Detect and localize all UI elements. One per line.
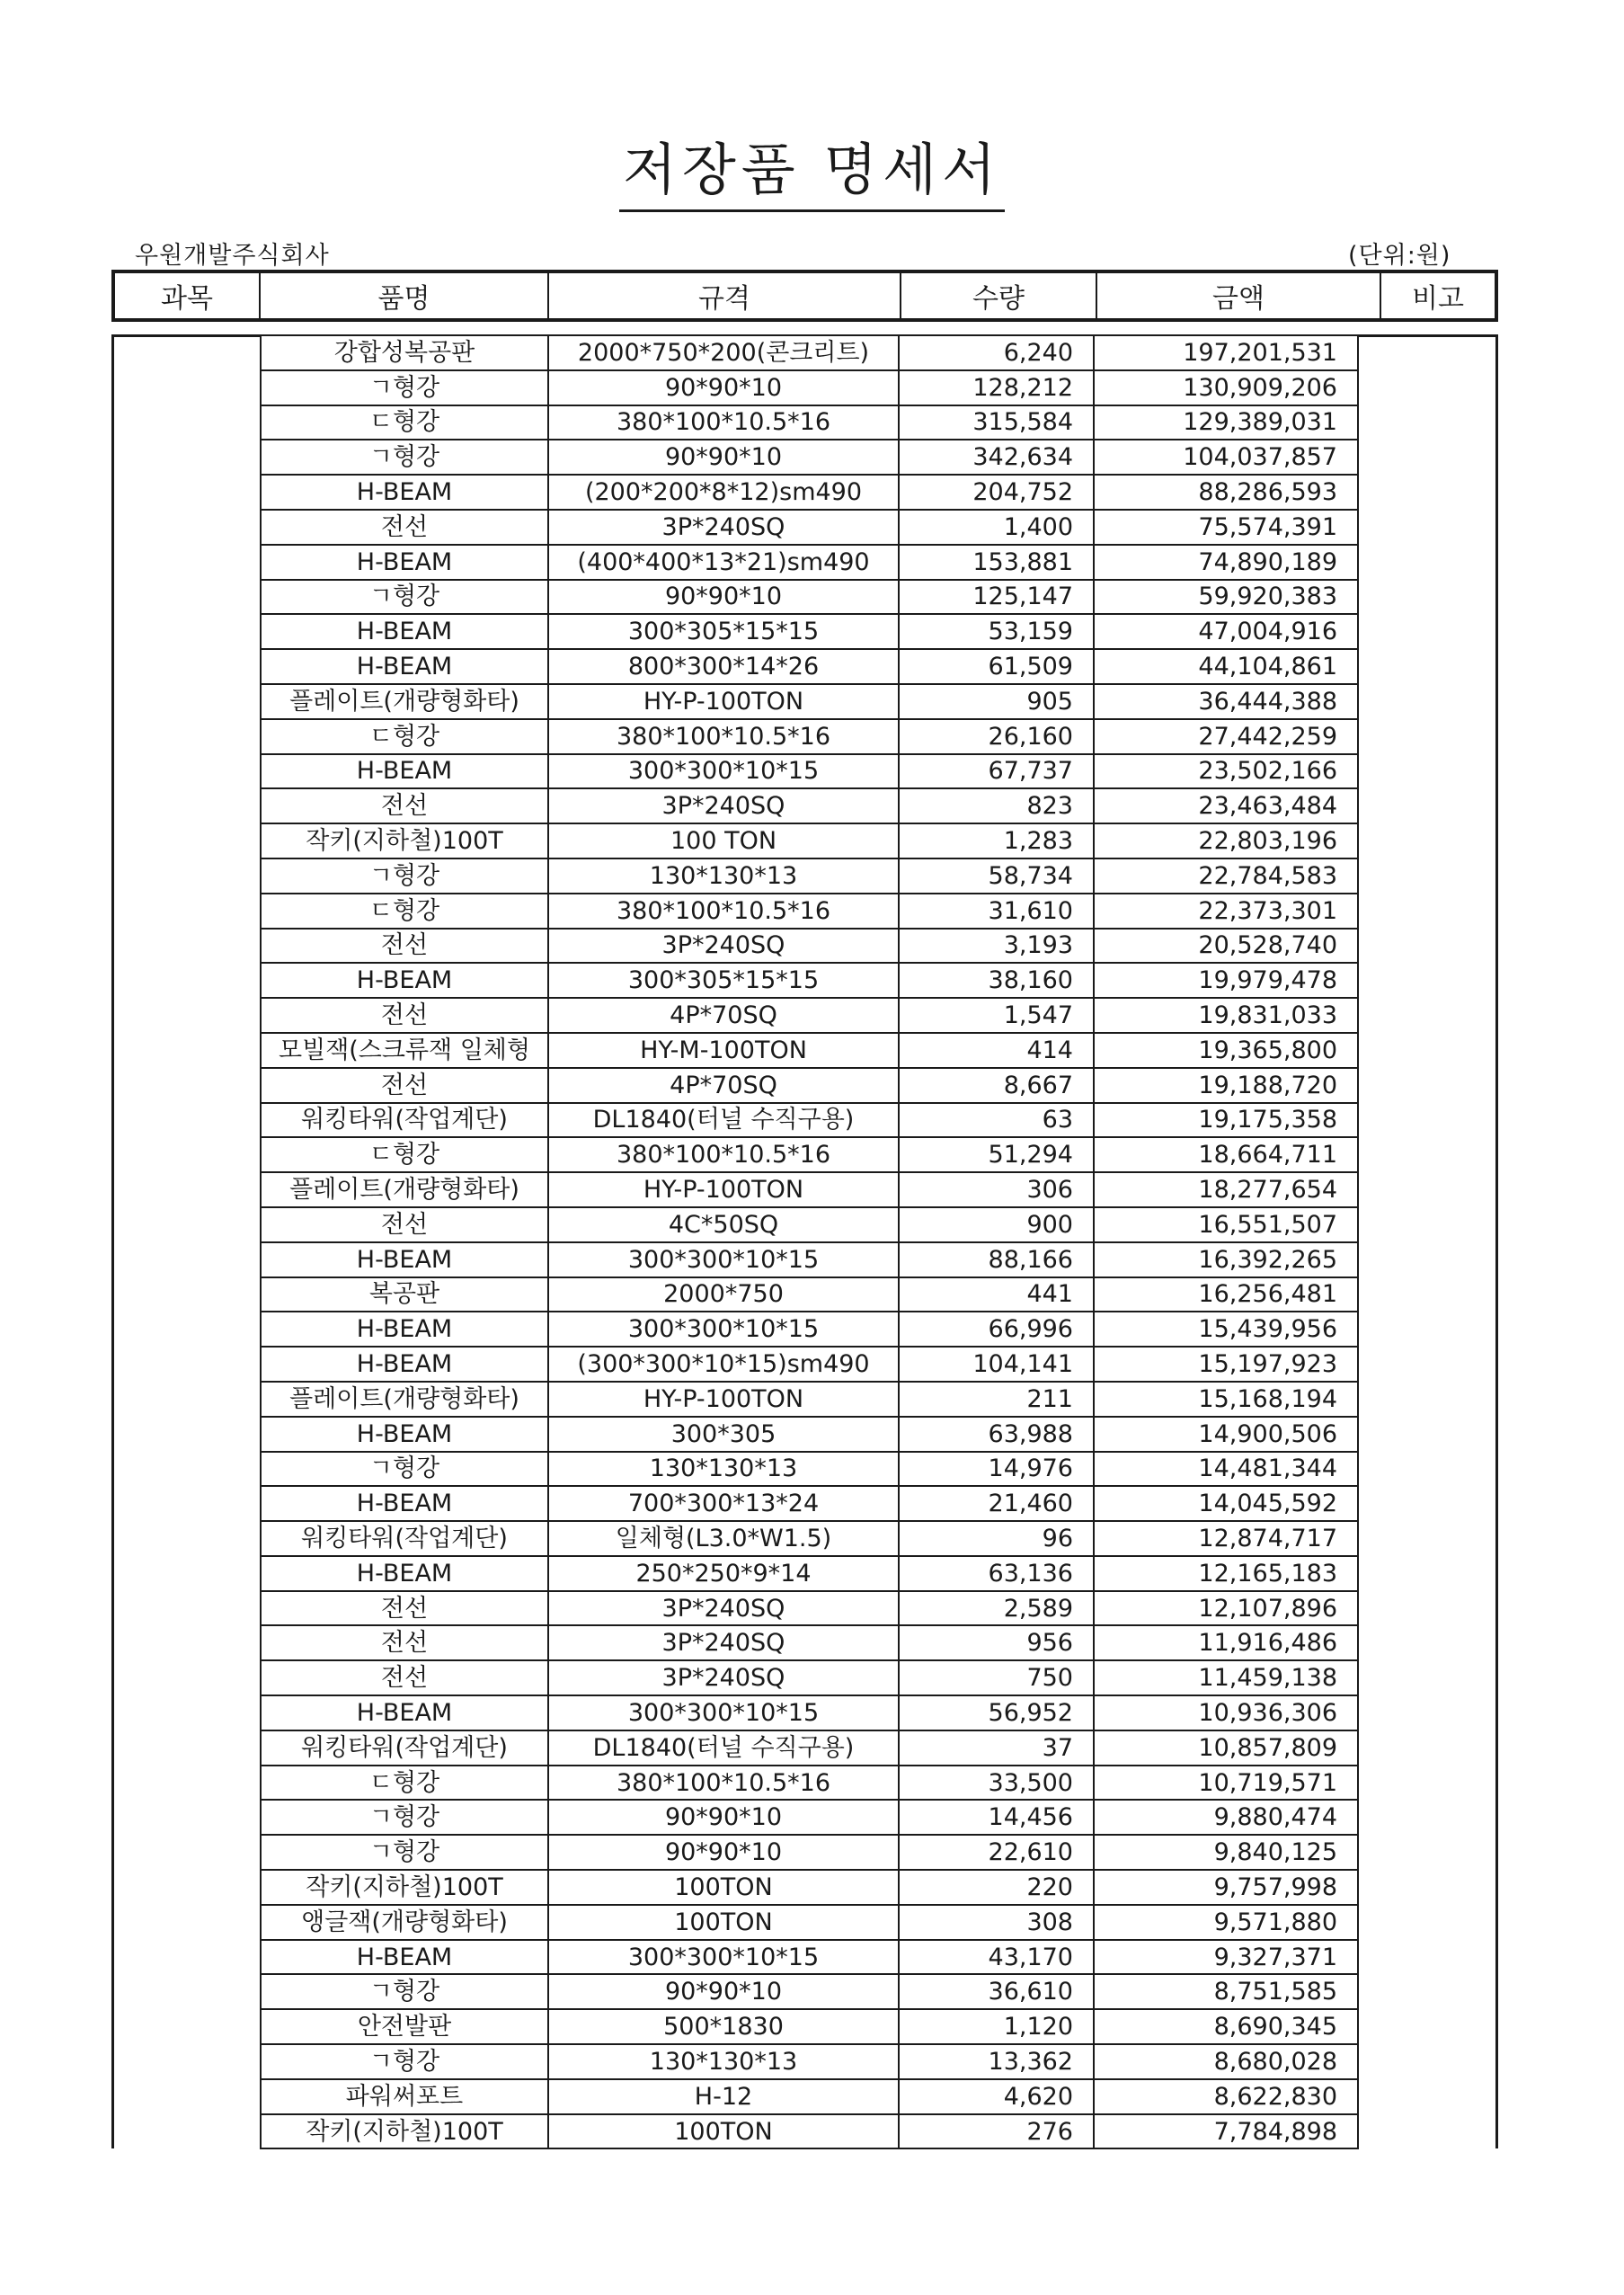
item-spec: DL1840(터널 수직구용): [549, 1104, 900, 1139]
item-name: H-BEAM: [262, 755, 549, 790]
item-amount: 22,784,583: [1095, 859, 1359, 894]
item-name: 플레이트(개량형화타): [262, 1383, 549, 1418]
item-amount: 8,680,028: [1095, 2045, 1359, 2080]
table-row: [262, 720, 1359, 755]
item-name: H-BEAM: [262, 650, 549, 685]
item-amount: 15,439,956: [1095, 1312, 1359, 1348]
item-spec: 90*90*10: [549, 1836, 900, 1871]
item-name: ㄱ형강: [262, 859, 549, 894]
item-spec: 130*130*13: [549, 1453, 900, 1488]
item-qty: 36,610: [900, 1975, 1095, 2010]
table-row: [262, 1766, 1359, 1801]
item-qty: 4,620: [900, 2080, 1095, 2115]
item-spec: (200*200*8*12)sm490: [549, 476, 900, 511]
table-row: [262, 615, 1359, 650]
item-spec: HY-P-100TON: [549, 685, 900, 720]
item-qty: 33,500: [900, 1766, 1095, 1801]
item-qty: 308: [900, 1906, 1095, 1941]
item-name: ㄱ형강: [262, 1975, 549, 2010]
item-qty: 13,362: [900, 2045, 1095, 2080]
table-row: [262, 894, 1359, 930]
header-category: 과목: [115, 273, 261, 318]
table-row: [262, 1453, 1359, 1488]
item-spec: 300*300*10*15: [549, 1941, 900, 1976]
item-name: H-BEAM: [262, 1487, 549, 1522]
table-row: [262, 440, 1359, 476]
item-qty: 306: [900, 1173, 1095, 1208]
item-name: 작키(지하철)100T: [262, 1871, 549, 1906]
item-spec: (300*300*10*15)sm490: [549, 1348, 900, 1383]
item-qty: 2,589: [900, 1592, 1095, 1627]
item-amount: 27,442,259: [1095, 720, 1359, 755]
header-amount: 금액: [1097, 273, 1381, 318]
item-name: H-BEAM: [262, 1941, 549, 1976]
item-name: H-BEAM: [262, 1312, 549, 1348]
item-qty: 51,294: [900, 1138, 1095, 1173]
item-spec: 130*130*13: [549, 859, 900, 894]
table-row: [262, 1348, 1359, 1383]
item-amount: 8,690,345: [1095, 2010, 1359, 2045]
item-amount: 9,840,125: [1095, 1836, 1359, 1871]
item-name: 전선: [262, 1626, 549, 1661]
item-amount: 197,201,531: [1095, 336, 1359, 371]
item-spec: 300*305*15*15: [549, 964, 900, 999]
table-row: [262, 2045, 1359, 2080]
item-spec: 100TON: [549, 1906, 900, 1941]
item-spec: 90*90*10: [549, 440, 900, 476]
item-name: H-BEAM: [262, 476, 549, 511]
item-qty: 342,634: [900, 440, 1095, 476]
table-header: [111, 270, 1498, 322]
table-row: [262, 930, 1359, 965]
table-row: [262, 1941, 1359, 1976]
item-amount: 12,165,183: [1095, 1557, 1359, 1592]
item-spec: 일체형(L3.0*W1.5): [549, 1522, 900, 1557]
table-row: [262, 581, 1359, 616]
item-amount: 23,502,166: [1095, 755, 1359, 790]
item-spec: 700*300*13*24: [549, 1487, 900, 1522]
item-amount: 19,831,033: [1095, 999, 1359, 1034]
item-amount: 14,900,506: [1095, 1418, 1359, 1453]
item-qty: 67,737: [900, 755, 1095, 790]
item-spec: (400*400*13*21)sm490: [549, 546, 900, 581]
item-name: 워킹타워(작업계단): [262, 1731, 549, 1766]
table-row: [262, 1208, 1359, 1243]
table-row: [262, 1871, 1359, 1906]
item-qty: 37: [900, 1731, 1095, 1766]
table-row: [262, 1906, 1359, 1941]
table-row: [262, 1278, 1359, 1313]
item-amount: 11,916,486: [1095, 1626, 1359, 1661]
item-name: ㄱ형강: [262, 2045, 549, 2080]
item-qty: 14,456: [900, 1801, 1095, 1836]
table-row: [262, 1487, 1359, 1522]
item-qty: 125,147: [900, 581, 1095, 616]
table-row: [262, 1557, 1359, 1592]
item-spec: 4C*50SQ: [549, 1208, 900, 1243]
item-name: 강합성복공판: [262, 336, 549, 371]
item-name: H-BEAM: [262, 1243, 549, 1278]
item-name: ㄱ형강: [262, 1836, 549, 1871]
item-name: 안전발판: [262, 2010, 549, 2045]
item-spec: 3P*240SQ: [549, 1592, 900, 1627]
table-row: [262, 1592, 1359, 1627]
table-row: [262, 859, 1359, 894]
item-amount: 19,365,800: [1095, 1034, 1359, 1069]
item-spec: 90*90*10: [549, 1801, 900, 1836]
header-qty: 수량: [901, 273, 1097, 318]
table-row: [262, 1138, 1359, 1173]
item-spec: 3P*240SQ: [549, 511, 900, 546]
table-row: [262, 685, 1359, 720]
item-amount: 23,463,484: [1095, 789, 1359, 824]
item-qty: 43,170: [900, 1941, 1095, 1976]
header-note: 비고: [1412, 283, 1464, 315]
item-qty: 1,547: [900, 999, 1095, 1034]
unit-label: (단위:원): [1348, 242, 1451, 270]
table-row: [262, 650, 1359, 685]
item-spec: 3P*240SQ: [549, 789, 900, 824]
item-qty: 1,400: [900, 511, 1095, 546]
item-qty: 905: [900, 685, 1095, 720]
item-name: 전선: [262, 789, 549, 824]
item-amount: 10,857,809: [1095, 1731, 1359, 1766]
item-spec: 90*90*10: [549, 581, 900, 616]
item-amount: 14,045,592: [1095, 1487, 1359, 1522]
item-qty: 53,159: [900, 615, 1095, 650]
item-qty: 414: [900, 1034, 1095, 1069]
table-row: [262, 406, 1359, 441]
item-spec: DL1840(터널 수직구용): [549, 1731, 900, 1766]
item-qty: 8,667: [900, 1069, 1095, 1104]
item-name: 워킹타워(작업계단): [262, 1104, 549, 1139]
item-name: H-BEAM: [262, 1696, 549, 1731]
table-row: [262, 1243, 1359, 1278]
item-qty: 823: [900, 789, 1095, 824]
item-name: 앵글잭(개량형화타): [262, 1906, 549, 1941]
item-spec: 2000*750: [549, 1278, 900, 1313]
item-amount: 8,751,585: [1095, 1975, 1359, 2010]
item-amount: 16,256,481: [1095, 1278, 1359, 1313]
table-row: [262, 1696, 1359, 1731]
item-qty: 1,120: [900, 2010, 1095, 2045]
item-qty: 204,752: [900, 476, 1095, 511]
item-name: 모빌잭(스크류잭 일체형: [262, 1034, 549, 1069]
item-amount: 10,936,306: [1095, 1696, 1359, 1731]
table-row: [262, 1801, 1359, 1836]
item-spec: 800*300*14*26: [549, 650, 900, 685]
item-qty: 900: [900, 1208, 1095, 1243]
item-spec: 100 TON: [549, 824, 900, 859]
item-amount: 10,719,571: [1095, 1766, 1359, 1801]
item-amount: 20,528,740: [1095, 930, 1359, 965]
item-name: 플레이트(개량형화타): [262, 1173, 549, 1208]
item-qty: 88,166: [900, 1243, 1095, 1278]
item-amount: 59,920,383: [1095, 581, 1359, 616]
item-name: H-BEAM: [262, 1348, 549, 1383]
item-spec: H-12: [549, 2080, 900, 2115]
table-row: [262, 476, 1359, 511]
table-row: [262, 2080, 1359, 2115]
item-amount: 12,874,717: [1095, 1522, 1359, 1557]
item-qty: 58,734: [900, 859, 1095, 894]
item-amount: 130,909,206: [1095, 371, 1359, 406]
item-name: 전선: [262, 1069, 549, 1104]
item-spec: 3P*240SQ: [549, 1626, 900, 1661]
item-qty: 22,610: [900, 1836, 1095, 1871]
table-row: [262, 1975, 1359, 2010]
item-amount: 15,168,194: [1095, 1383, 1359, 1418]
items-table: [260, 334, 1359, 2149]
item-spec: HY-P-100TON: [549, 1173, 900, 1208]
item-name: 작키(지하철)100T: [262, 2115, 549, 2150]
item-amount: 44,104,861: [1095, 650, 1359, 685]
item-name: 복공판: [262, 1278, 549, 1313]
item-qty: 6,240: [900, 336, 1095, 371]
item-qty: 66,996: [900, 1312, 1095, 1348]
header-spec: 규격: [549, 273, 901, 318]
item-spec: 300*300*10*15: [549, 755, 900, 790]
table-row: [262, 1626, 1359, 1661]
item-amount: 15,197,923: [1095, 1348, 1359, 1383]
item-qty: 14,976: [900, 1453, 1095, 1488]
item-name: H-BEAM: [262, 1557, 549, 1592]
table-row: [262, 1312, 1359, 1348]
item-amount: 9,327,371: [1095, 1941, 1359, 1976]
table-row: [262, 1104, 1359, 1139]
item-amount: 16,551,507: [1095, 1208, 1359, 1243]
category-column-top-border: [111, 334, 260, 337]
table-row: [262, 999, 1359, 1034]
item-amount: 36,444,388: [1095, 685, 1359, 720]
item-amount: 74,890,189: [1095, 546, 1359, 581]
title-text: 저장품 명세서: [619, 137, 1005, 212]
item-qty: 211: [900, 1383, 1095, 1418]
item-amount: 9,880,474: [1095, 1801, 1359, 1836]
item-qty: 63,988: [900, 1418, 1095, 1453]
table-row: [262, 824, 1359, 859]
item-name: 전선: [262, 930, 549, 965]
item-name: 작키(지하철)100T: [262, 824, 549, 859]
table-row: [262, 511, 1359, 546]
item-name: H-BEAM: [262, 1418, 549, 1453]
item-qty: 26,160: [900, 720, 1095, 755]
item-spec: 3P*240SQ: [549, 1661, 900, 1696]
item-qty: 276: [900, 2115, 1095, 2150]
item-amount: 9,571,880: [1095, 1906, 1359, 1941]
item-amount: 14,481,344: [1095, 1453, 1359, 1488]
item-spec: 90*90*10: [549, 371, 900, 406]
document-title: [0, 137, 1624, 202]
item-amount: 19,175,358: [1095, 1104, 1359, 1139]
item-name: H-BEAM: [262, 615, 549, 650]
item-qty: 96: [900, 1522, 1095, 1557]
item-name: ㄷ형강: [262, 1138, 549, 1173]
item-amount: 129,389,031: [1095, 406, 1359, 441]
item-qty: 56,952: [900, 1696, 1095, 1731]
table-row: [262, 1069, 1359, 1104]
item-name: ㄷ형강: [262, 720, 549, 755]
item-spec: 100TON: [549, 1871, 900, 1906]
item-amount: 75,574,391: [1095, 511, 1359, 546]
item-name: 플레이트(개량형화타): [262, 685, 549, 720]
item-name: 전선: [262, 999, 549, 1034]
item-spec: HY-P-100TON: [549, 1383, 900, 1418]
item-qty: 750: [900, 1661, 1095, 1696]
item-spec: 380*100*10.5*16: [549, 720, 900, 755]
item-qty: 104,141: [900, 1348, 1095, 1383]
table-row: [262, 2115, 1359, 2150]
item-amount: 16,392,265: [1095, 1243, 1359, 1278]
item-amount: 47,004,916: [1095, 615, 1359, 650]
company-name: 우원개발주식회사: [135, 242, 330, 270]
item-spec: 500*1830: [549, 2010, 900, 2045]
note-column-top-border: [1359, 334, 1498, 337]
table-row: [262, 1731, 1359, 1766]
item-spec: 4P*70SQ: [549, 999, 900, 1034]
item-spec: 250*250*9*14: [549, 1557, 900, 1592]
item-name: ㄷ형강: [262, 406, 549, 441]
item-qty: 315,584: [900, 406, 1095, 441]
item-spec: HY-M-100TON: [549, 1034, 900, 1069]
table-row: [262, 1661, 1359, 1696]
item-spec: 380*100*10.5*16: [549, 406, 900, 441]
item-name: ㄱ형강: [262, 371, 549, 406]
item-amount: 104,037,857: [1095, 440, 1359, 476]
item-amount: 88,286,593: [1095, 476, 1359, 511]
header-name: 품명: [261, 273, 549, 318]
item-name: 전선: [262, 511, 549, 546]
item-name: ㄱ형강: [262, 1453, 549, 1488]
item-name: 파워써포트: [262, 2080, 549, 2115]
item-name: 전선: [262, 1208, 549, 1243]
item-qty: 38,160: [900, 964, 1095, 999]
table-row: [262, 1522, 1359, 1557]
item-amount: 11,459,138: [1095, 1661, 1359, 1696]
table-row: [262, 1034, 1359, 1069]
item-name: ㄷ형강: [262, 894, 549, 930]
item-spec: 300*300*10*15: [549, 1696, 900, 1731]
item-qty: 61,509: [900, 650, 1095, 685]
table-row: [262, 546, 1359, 581]
table-row: [262, 755, 1359, 790]
item-amount: 7,784,898: [1095, 2115, 1359, 2150]
table-row: [262, 1836, 1359, 1871]
item-spec: 2000*750*200(콘크리트): [549, 336, 900, 371]
item-spec: 300*305: [549, 1418, 900, 1453]
item-amount: 22,803,196: [1095, 824, 1359, 859]
item-qty: 3,193: [900, 930, 1095, 965]
item-amount: 18,664,711: [1095, 1138, 1359, 1173]
item-qty: 153,881: [900, 546, 1095, 581]
item-spec: 380*100*10.5*16: [549, 1766, 900, 1801]
item-spec: 3P*240SQ: [549, 930, 900, 965]
item-amount: 19,188,720: [1095, 1069, 1359, 1104]
item-name: ㄱ형강: [262, 1801, 549, 1836]
item-amount: 9,757,998: [1095, 1871, 1359, 1906]
item-qty: 220: [900, 1871, 1095, 1906]
item-qty: 441: [900, 1278, 1095, 1313]
table-row: [262, 789, 1359, 824]
item-spec: 300*300*10*15: [549, 1243, 900, 1278]
table-row: [262, 1418, 1359, 1453]
table-row: [262, 2010, 1359, 2045]
item-amount: 19,979,478: [1095, 964, 1359, 999]
item-name: 워킹타워(작업계단): [262, 1522, 549, 1557]
item-name: H-BEAM: [262, 964, 549, 999]
item-qty: 31,610: [900, 894, 1095, 930]
item-qty: 956: [900, 1626, 1095, 1661]
item-qty: 63: [900, 1104, 1095, 1139]
item-amount: 8,622,830: [1095, 2080, 1359, 2115]
table-row: [262, 1173, 1359, 1208]
item-name: ㄱ형강: [262, 440, 549, 476]
item-name: H-BEAM: [262, 546, 549, 581]
item-amount: 18,277,654: [1095, 1173, 1359, 1208]
item-qty: 21,460: [900, 1487, 1095, 1522]
item-amount: 22,373,301: [1095, 894, 1359, 930]
table-row: [262, 1383, 1359, 1418]
item-spec: 300*305*15*15: [549, 615, 900, 650]
item-spec: 380*100*10.5*16: [549, 1138, 900, 1173]
item-amount: 12,107,896: [1095, 1592, 1359, 1627]
category-column-left-border: [111, 334, 114, 2148]
item-name: 전선: [262, 1592, 549, 1627]
item-name: 전선: [262, 1661, 549, 1696]
item-name: ㄱ형강: [262, 581, 549, 616]
item-qty: 63,136: [900, 1557, 1095, 1592]
item-spec: 130*130*13: [549, 2045, 900, 2080]
table-row: [262, 964, 1359, 999]
table-row: [262, 371, 1359, 406]
item-spec: 90*90*10: [549, 1975, 900, 2010]
table-row: [262, 336, 1359, 371]
item-spec: 380*100*10.5*16: [549, 894, 900, 930]
item-qty: 1,283: [900, 824, 1095, 859]
item-spec: 300*300*10*15: [549, 1312, 900, 1348]
item-qty: 128,212: [900, 371, 1095, 406]
note-column-right-border: [1495, 334, 1498, 2148]
item-name: ㄷ형강: [262, 1766, 549, 1801]
item-spec: 100TON: [549, 2115, 900, 2150]
item-spec: 4P*70SQ: [549, 1069, 900, 1104]
